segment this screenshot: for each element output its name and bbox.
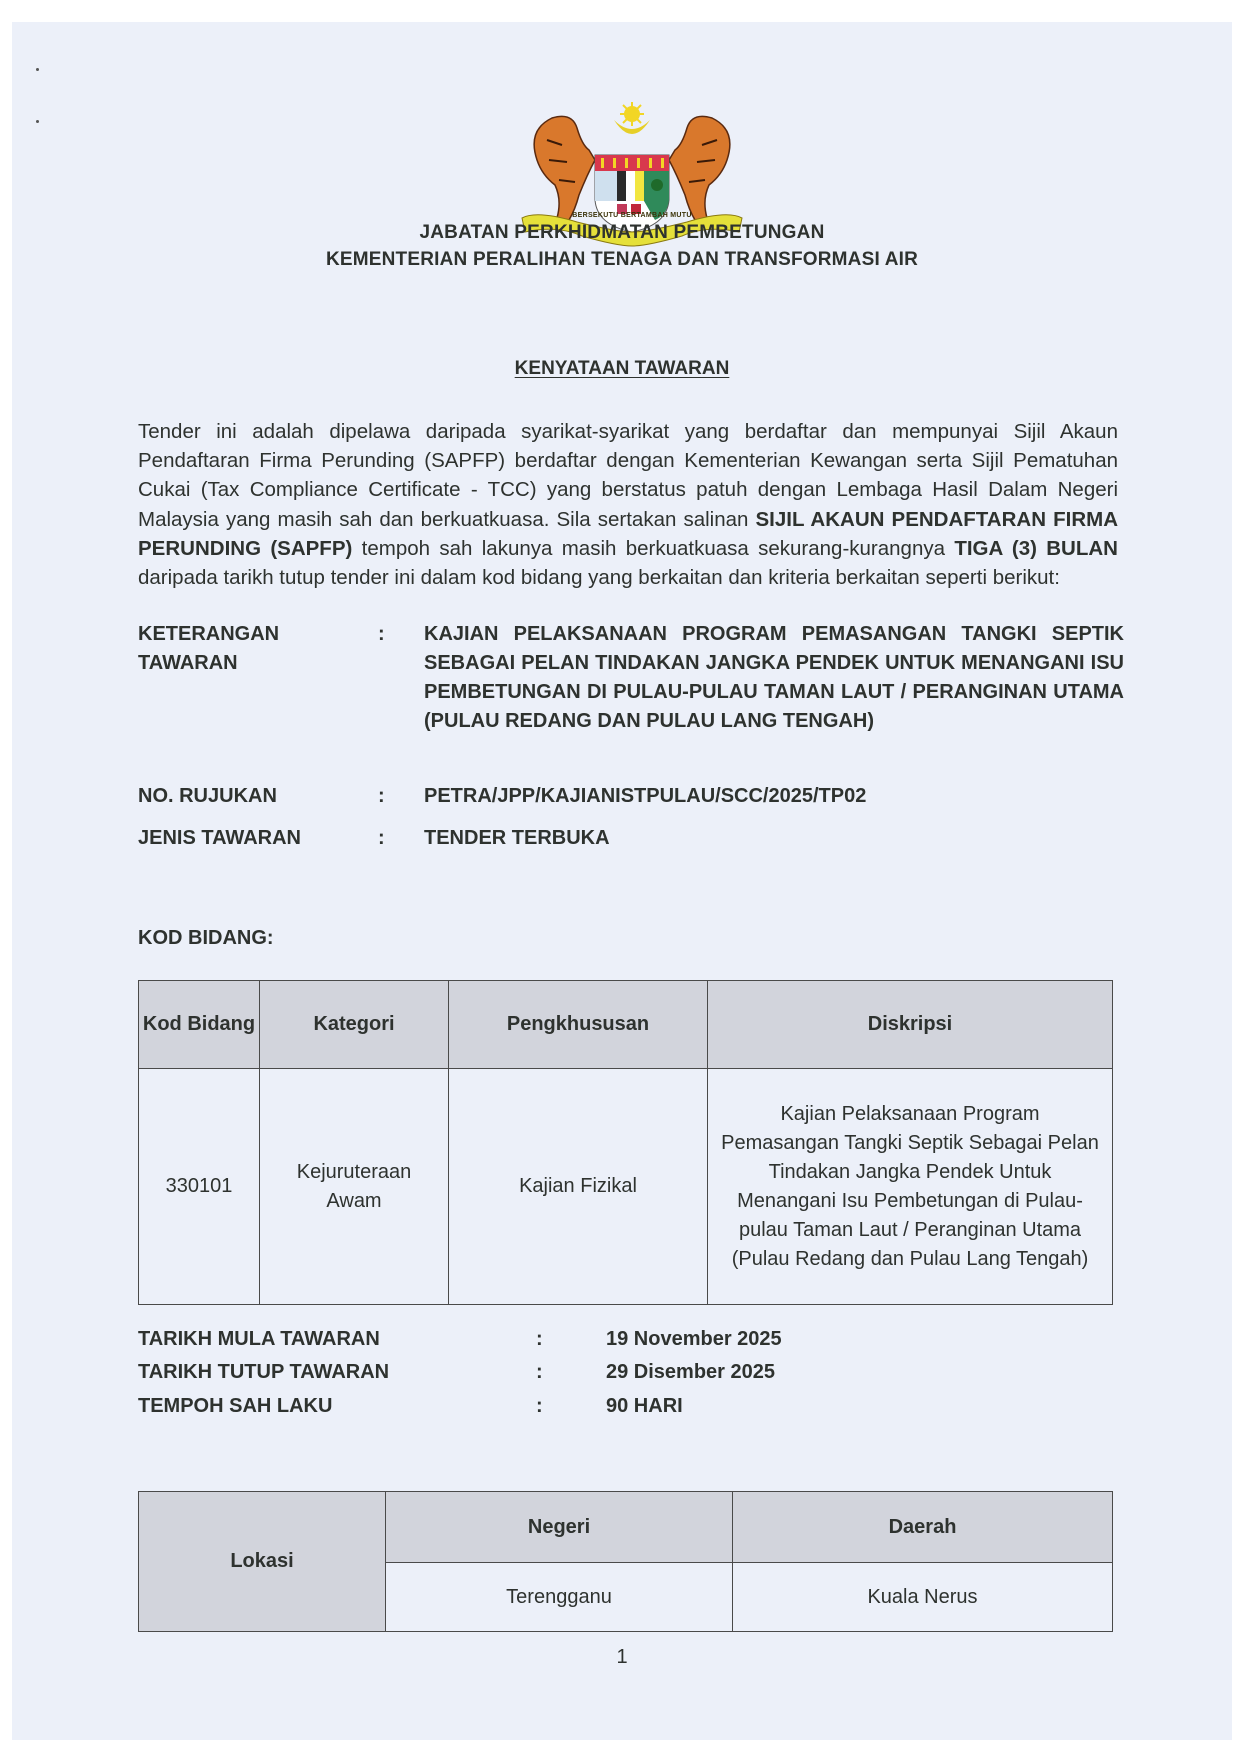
intro-bold-period: TIGA (3) BULAN bbox=[954, 536, 1118, 560]
intro-text-2: tempoh sah lakunya masih berkuatkuasa sekurang-kurangnya bbox=[352, 536, 955, 560]
jenis-value: TENDER TERBUKA bbox=[424, 827, 610, 849]
colon: : bbox=[378, 827, 385, 849]
scan-speck bbox=[36, 120, 39, 123]
header-kategori: Kategori bbox=[260, 981, 449, 1069]
department-name: JABATAN PERKHIDMATAN PEMBETUNGAN bbox=[419, 222, 825, 243]
tempoh-value: 90 HARI bbox=[606, 1395, 683, 1417]
document-title-text: KENYATAAN TAWARAN bbox=[514, 358, 730, 379]
intro-text-3: daripada tarikh tutup tender ini dalam kod bidang yang berkaitan dan kriteria berkaitan seperti berikut: bbox=[138, 566, 1060, 590]
rujukan-value: PETRA/JPP/KAJIANISTPULAU/SCC/2025/TP02 bbox=[424, 785, 867, 807]
cell-daerah: Kuala Nerus bbox=[733, 1563, 1113, 1632]
colon: : bbox=[536, 1395, 543, 1417]
cell-pengkhususan: Kajian Fizikal bbox=[449, 1069, 708, 1305]
lokasi-label: Lokasi bbox=[139, 1492, 386, 1632]
kod-bidang-table bbox=[138, 980, 1113, 1305]
ministry-name: KEMENTERIAN PERALIHAN TENAGA DAN TRANSFORMASI AIR bbox=[325, 249, 919, 270]
colon: : bbox=[378, 623, 385, 645]
intro-text-1: Tender ini adalah dipelawa daripada syarikat-syarikat yang berdaftar dan mempunyai Sijil Akaun Pendaftaran Firma Perunding (SAPFP) berdaftar dengan Kementerian Kewangan serta Sijil Pematuhan Cukai (Tax Compliance Certificate - TCC) yang berstatus patuh dengan Lembaga Hasil Dalam Negeri Malaysia yang masih sah dan berkuatkuasa. Sila sertakan salinan bbox=[138, 420, 1118, 531]
intro-bold-sapfp: SIJIL AKAUN PENDAFTARAN FIRMA PERUNDING (SAPFP) bbox=[138, 507, 1119, 560]
colon: : bbox=[536, 1361, 543, 1383]
lokasi-header-row bbox=[139, 1492, 1113, 1563]
tarikh-mula-label: TARIKH MULA TAWARAN bbox=[138, 1328, 380, 1350]
tarikh-mula-value: 19 November 2025 bbox=[606, 1328, 782, 1350]
header-diskripsi: Diskripsi bbox=[708, 981, 1113, 1069]
table-header-row bbox=[139, 981, 1113, 1069]
header-pengkhususan: Pengkhususan bbox=[449, 981, 708, 1069]
lokasi-table bbox=[138, 1491, 1113, 1632]
jenis-label: JENIS TAWARAN bbox=[138, 827, 301, 849]
rujukan-label: NO. RUJUKAN bbox=[138, 785, 277, 807]
tarikh-tutup-value: 29 Disember 2025 bbox=[606, 1361, 776, 1383]
document-page bbox=[12, 22, 1232, 1740]
cell-kategori: Kejuruteraan Awam bbox=[260, 1069, 449, 1305]
tempoh-label: TEMPOH SAH LAKU bbox=[138, 1395, 333, 1417]
keterangan-label: KETERANGAN TAWARAN bbox=[138, 623, 280, 674]
kod-bidang-label: KOD BIDANG: bbox=[138, 927, 274, 949]
intro-paragraph bbox=[138, 417, 1118, 592]
cell-negeri: Terengganu bbox=[386, 1563, 733, 1632]
cell-kod: 330101 bbox=[139, 1069, 260, 1305]
scan-speck bbox=[36, 68, 39, 71]
colon: : bbox=[536, 1328, 543, 1350]
colon: : bbox=[378, 785, 385, 807]
header-kod-bidang: Kod Bidang bbox=[139, 981, 260, 1069]
tarikh-tutup-label: TARIKH TUTUP TAWARAN bbox=[138, 1361, 390, 1383]
cell-diskripsi: Kajian Pelaksanaan Program Pemasangan Tangki Septik Sebagai Pelan Tindakan Jangka Pendek Untuk Menangani Isu Pembetungan di Pulau-pulau Taman Laut / Peranginan Utama (Pulau Redang dan Pulau Lang Tengah) bbox=[708, 1069, 1113, 1305]
header-daerah: Daerah bbox=[733, 1492, 1113, 1563]
page-number: 1 bbox=[616, 1646, 628, 1668]
document-title bbox=[12, 358, 1232, 380]
header-negeri: Negeri bbox=[386, 1492, 733, 1563]
crest-motto: BERSEKUTU BERTAMBAH MUTU bbox=[572, 212, 692, 219]
keterangan-value: KAJIAN PELAKSANAAN PROGRAM PEMASANGAN TANGKI SEPTIK SEBAGAI PELAN TINDAKAN JANGKA PENDEK UNTUK MENANGANI ISU PEMBETUNGAN DI PULAU-PULAU TAMAN LAUT / PERANGINAN UTAMA (PULAU REDANG DAN PULAU LANG TENGAH) bbox=[424, 623, 1124, 732]
table-row bbox=[139, 1069, 1113, 1305]
